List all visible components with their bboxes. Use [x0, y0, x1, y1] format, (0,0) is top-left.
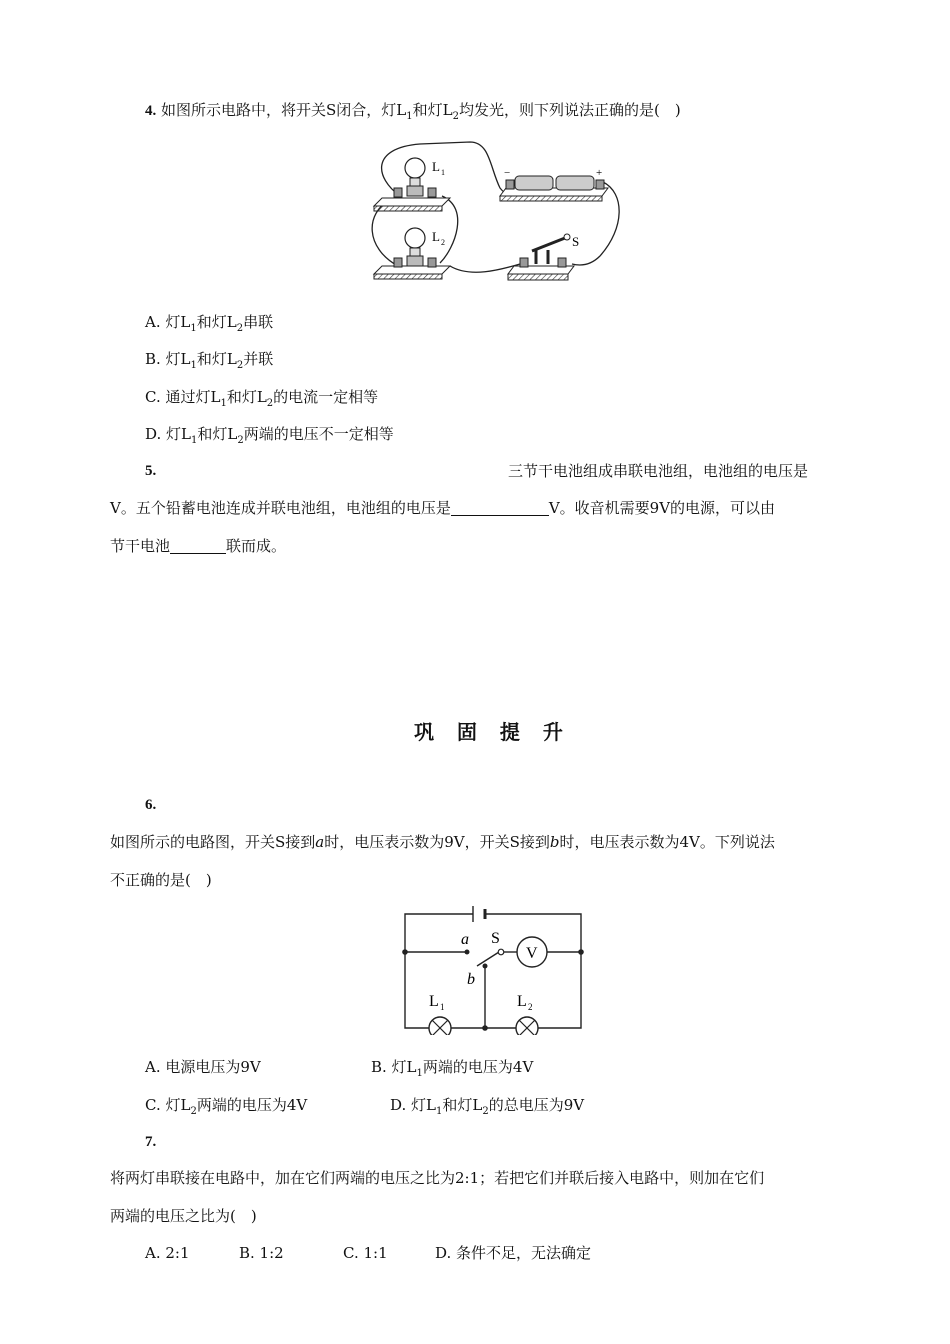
q6-label-v: V	[526, 945, 538, 962]
q4-stem: 4. 如图所示电路中，将开关S闭合，灯$L_1$和灯$L_2$均发光，则下列说法正确的是( )	[145, 101, 681, 122]
q6-line2: 不正确的是( )	[110, 871, 212, 889]
q6-node-left	[402, 949, 408, 955]
q6-lamp-l1	[429, 1017, 451, 1035]
q4-label-plus: +	[596, 167, 603, 179]
q7-number: 7.	[145, 1134, 157, 1150]
q6-node-b	[483, 964, 488, 969]
q4-label-l2: L	[432, 229, 440, 244]
q6-option-d[interactable]: D. 灯$L_1$和灯$L_2$的总电压为9V	[390, 1096, 585, 1117]
section-title: 巩 固 提 升	[414, 720, 571, 744]
q7-line2: 两端的电压之比为( )	[110, 1207, 257, 1225]
q6-option-a[interactable]: A. 电源电压为9V	[145, 1058, 261, 1076]
q6-label-b: b	[467, 971, 475, 988]
q7-option-b[interactable]: B. 1:2	[239, 1244, 284, 1262]
q4-battery-holder	[500, 176, 608, 201]
q6-option-c[interactable]: C. 灯$L_2$两端的电压为4V	[145, 1096, 308, 1117]
q6-label-l2: L	[517, 993, 527, 1010]
q5-blank-voltage[interactable]	[451, 499, 549, 516]
q6-switch-pivot	[498, 949, 504, 955]
q4-option-c[interactable]: C. 通过灯$L_1$和灯$L_2$的电流一定相等	[145, 388, 379, 409]
q5-number: 5.	[145, 463, 157, 479]
q6-option-b[interactable]: B. 灯$L_1$两端的电压为4V	[371, 1058, 534, 1079]
q5-blank-connection[interactable]	[170, 537, 226, 554]
q4-switch	[508, 234, 574, 280]
q6-number: 6.	[145, 797, 157, 813]
q6-line1: 如图所示的电路图，开关S接到a时，电压表示数为9V，开关S接到b时，电压表示数为4V。下列说法	[110, 833, 775, 851]
q4-label-l1-sub: 1	[441, 168, 445, 177]
q4-option-d[interactable]: D. 灯$L_1$和灯$L_2$两端的电压不一定相等	[145, 425, 394, 446]
q4-option-a[interactable]: A. 灯$L_1$和灯$L_2$串联	[145, 313, 274, 334]
q6-node-right	[578, 949, 584, 955]
q6-label-l1: L	[429, 993, 439, 1010]
q6-lamp-l2	[516, 1017, 538, 1035]
q6-label-s: S	[491, 930, 500, 947]
q7-option-c[interactable]: C. 1:1	[343, 1244, 388, 1262]
q6-node-a	[465, 950, 470, 955]
q4-label-minus: −	[504, 167, 511, 179]
q6-label-l2-sub: 2	[528, 1002, 533, 1012]
q4-option-b[interactable]: B. 灯$L_1$和灯$L_2$并联	[145, 350, 274, 371]
q4-label-l2-sub: 2	[441, 238, 445, 247]
q4-circuit-figure	[360, 138, 630, 298]
q5-line3: 节干电池 联而成。	[110, 537, 287, 555]
q6-node-bottom	[482, 1025, 488, 1031]
q7-option-d[interactable]: D. 条件不足，无法确定	[435, 1244, 592, 1262]
q6-label-l1-sub: 1	[440, 1002, 445, 1012]
q4-label-l1: L	[432, 159, 440, 174]
q5-line1: 三节干电池组成串联电池组，电池组的电压是	[508, 462, 809, 480]
q5-line2: V。五个铅蓄电池连成并联电池组，电池组的电压是 V。收音机需要9V的电源，可以由	[110, 499, 776, 517]
q6-label-a: a	[461, 931, 469, 948]
q6-circuit-schematic	[395, 900, 595, 1035]
q7-line1: 将两灯串联接在电路中，加在它们两端的电压之比为2:1；若把它们并联后接入电路中，则加在它们	[110, 1169, 765, 1187]
q4-label-s: S	[572, 234, 580, 249]
q6-voltmeter	[517, 937, 547, 967]
q7-option-a[interactable]: A. 2:1	[145, 1244, 190, 1262]
q4-number: 4.	[145, 103, 157, 119]
